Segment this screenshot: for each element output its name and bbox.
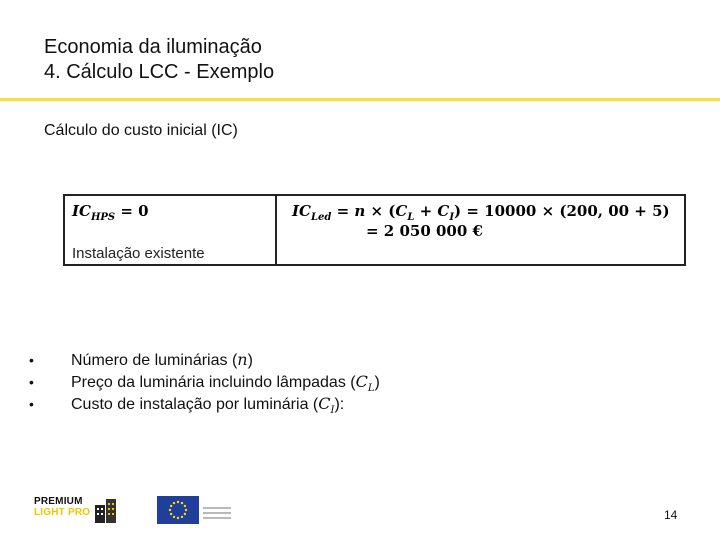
ic-led-cl-sub: L	[407, 212, 415, 223]
building-icon	[92, 495, 122, 525]
bullet-text: Preço da luminária incluindo lâmpadas (	[71, 374, 356, 391]
ic-led-ci-sub: I	[449, 212, 455, 223]
bullet-marker: •	[29, 352, 34, 368]
bullet-symbol	[318, 394, 334, 416]
table-cell-divider	[275, 196, 277, 264]
page-number: 14	[664, 508, 678, 522]
page-title-line-1: Economia da iluminação	[44, 36, 262, 58]
formula-table	[63, 194, 686, 266]
eu-flag-icon	[157, 496, 199, 524]
bullet-symbol-sub: L	[367, 383, 375, 395]
eu-funding-text-mark	[203, 507, 231, 522]
bullet-symbol-sub: I	[330, 405, 335, 417]
title-block	[44, 35, 274, 85]
bullet-symbol	[356, 372, 375, 394]
bullet-marker: •	[29, 374, 34, 390]
ic-hps-var: IC	[72, 202, 91, 220]
existing-installation-label: Instalação existente	[72, 245, 205, 262]
ic-led-var: IC	[292, 202, 311, 220]
ic-led-times: × (	[365, 202, 396, 220]
bullet-text: Número de luminárias (	[71, 352, 238, 369]
list-item	[28, 350, 380, 372]
bullet-text: Custo de instalação por luminária (	[71, 396, 319, 413]
ic-hps-formula	[72, 202, 149, 223]
ic-led-eq: =	[331, 202, 355, 220]
bullet-symbol-main: C	[355, 372, 368, 391]
bullet-suffix: )	[374, 374, 380, 391]
logo-text-line-1: PREMIUM	[34, 496, 83, 507]
ic-led-n: n	[354, 202, 366, 220]
list-item	[28, 372, 380, 394]
ic-led-ci: C	[437, 202, 450, 220]
bullet-symbol: n	[237, 350, 248, 369]
ic-hps-rest: = 0	[115, 202, 149, 220]
ic-led-plus: +	[414, 202, 438, 220]
logo-text-line-2: LIGHT PRO	[34, 507, 91, 518]
section-subtitle: Cálculo do custo inicial (IC)	[44, 122, 238, 139]
ic-led-cl: C	[395, 202, 408, 220]
ic-hps-sub: HPS	[90, 212, 116, 223]
list-item	[28, 394, 380, 416]
ic-led-sub: Led	[310, 212, 332, 223]
ic-led-formula-line-2: = 2 050 000 €	[366, 222, 483, 240]
ic-led-formula-line-1	[292, 202, 670, 223]
eu-stars-icon	[157, 496, 199, 524]
bullet-marker: •	[29, 396, 34, 412]
bullet-suffix: )	[247, 352, 253, 369]
premium-light-pro-logo-icon	[34, 495, 124, 525]
bullet-list	[28, 350, 380, 416]
bullet-suffix: ):	[334, 396, 345, 413]
page-title-line-2: 4. Cálculo LCC - Exemplo	[44, 61, 275, 83]
header-divider	[0, 98, 720, 101]
eu-logo	[157, 496, 233, 524]
ic-led-rest: ) = 10000 × (200, 00 + 5)	[454, 202, 670, 220]
bullet-symbol-main: C	[318, 394, 331, 413]
